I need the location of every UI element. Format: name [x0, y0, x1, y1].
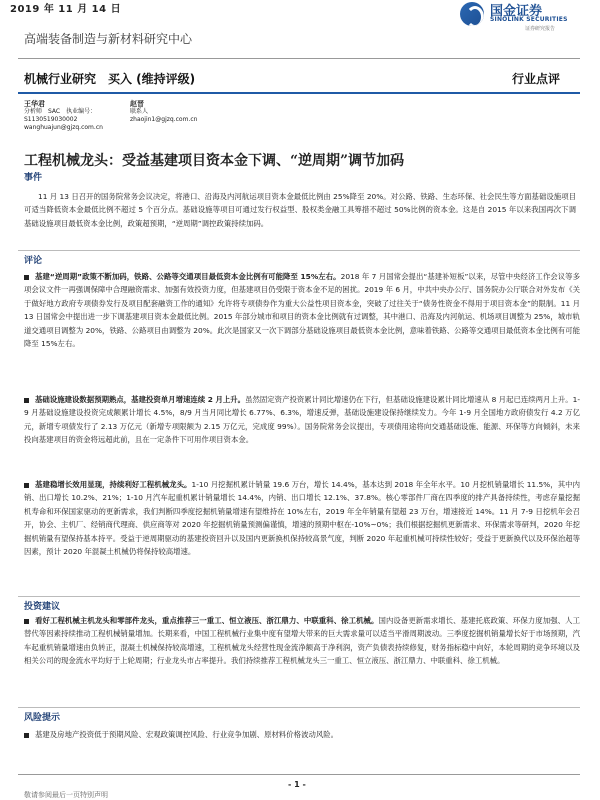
bullet-text: 虽然固定资产投资累计同比增速仍在下行，但基础设施建设累计同比增速从 8 月起已连续两月上升。1-9 月基础设施建设投资完成额累计增长 4.5%，8/9 月当月同比增长 6.77%、6.3%，增速反弹，基础设施建设保持继续发力。今年 1-9 月全国地方政府债发行 4.2 万亿元，新增专项债发行了 2.13 万亿元（新增专项限额为 2.15 万亿元，完成度 99%）。国务院常务会议提出，专项债用途将向交通基础设施、能源、环保等方向倾斜，未来投向基建项目的资金将远超此前，且在一定条件下可用作项目资本金。	[24, 395, 580, 445]
report-date: 2019 年 11 月 14 日	[10, 4, 122, 15]
analyst-line: 联系人	[130, 108, 149, 115]
bullet-bold: 基建稳增长效用显现，持续利好工程机械龙头。	[35, 480, 192, 489]
section-divider	[18, 707, 580, 708]
section-heading-event: 事件	[24, 173, 43, 183]
section-heading-advice: 投资建议	[24, 602, 61, 612]
sinolink-logo-icon	[460, 2, 484, 26]
bullet-bold: 看好工程机械主机龙头和零部件龙头，重点推荐三一重工、恒立液压、浙江鼎力、中联重科、徐工机械。	[35, 616, 379, 625]
bullet-text: 国内设备更新需求增长、基建托底政策、环保力度加强、人工替代等因素持续推动工程机械销量增加。长期来看，中国工程机械行业集中度有望增大带来的巨大需求量可以适当平滑周期波动。三季度挖掘机销量增长好于市场预期，汽车起重机销量增速由负转正，混凝土机械保持较高增速，工程机械龙头经营性现金流净额高于净利润，资产负债表持续修复，财务指标稳中向好，本轮周期的竞争环境以及相关公司的现金流水平均好于上轮周期；行业龙头市占率提升。我们持续推荐工程机械龙头三一重工、恒立液压、浙江鼎力、中联重科、徐工机械。	[24, 616, 580, 666]
analyst-block-2	[130, 100, 250, 124]
bullet-text: 1-10 月挖掘机累计销量 19.6 万台，增长 14.4%，基本达到 2018 年全年水平。10 月挖机销量增长 11.5%，其中内销、出口增长 10.2%、21%；1-10 月汽车起重机累计销量增长 14.4%，内销、出口增长 12.1%、37.8%。核心零部件厂商在四季度的排产具备持续性，考虑存量挖掘机寿命和环保国家驱动的更新需求，我们判断四季度挖掘机销量增速有望维持在 10%左右，2019 年全年销量有望超 23 万台，增速接近 14%。11 月 7-9 日挖机年会召开，协会、主机厂、经销商代理商、供应商等对 2020 年挖掘机销量预测偏谨慎，增速的预期中枢在-10%~0%；我们根据挖掘机更新需求、环保需求等研判，2020 年挖掘机销量有望保持基本持平。受益于逆周期驱动的基建投资回升以及国内更新换机保持较高景气度，判断 2020 年起重机械可持续性较好；受益于更新换代以及环保治超等因素，预计 2020 年混凝土机械仍将保持较高增速。	[24, 480, 580, 557]
report-title: 工程机械龙头：受益基建项目资本金下调、“逆周期”调节加码	[24, 153, 405, 169]
event-paragraph: 11 月 13 日召开的国务院常务会议决定，将港口、沿海及内河航运项目资本金最低比例由 25%降至 20%。对公路、铁路、生态环保、社会民生等方面基础设施项目可适当降低资本金最低比例不超过 5 个百分点。基础设施等项目可通过发行权益型、股权类金融工具筹措不超过 50%比例的资本金。这是自 2015 年以来我国再次下调基础设施项目最低资本金比例，政策超预期，“逆周期”调控政策持续加码。	[24, 192, 576, 228]
bullet-bold: 基础设施建设数据预期熟点，基建投资单月增速连续 2 月上升。	[35, 395, 246, 404]
page-number: - 1 -	[288, 780, 306, 789]
header-main-divider	[18, 92, 580, 94]
header-divider	[18, 58, 580, 59]
logo-cn-text: 国金证券	[490, 4, 543, 19]
analyst-name: 王华君	[24, 100, 45, 108]
footer-disclaimer: 敬请参阅最后一页特别声明	[24, 791, 108, 799]
review-bullet	[24, 393, 580, 447]
logo-en-text: SINOLINK SECURITIES	[490, 16, 568, 23]
bullet-text: 2018 年 7 月国常会提出“基建补短板”以来，尽管中央经济工作会议等多项会议文件一再强调保障中合理融资需求、加强有效投资力度，但基建项目仍受限于资本金不足的困扰。2019 年 6 月，中共中央办公厅、国务院办公厅联合对外发布《关于做好地方政府专项债券发行及项目配套融资工作的通知》允许将专项债券作为重大公益性项目资本金，突破了过往关于“债务性资金不得用于项目资本金”的限制。11 月 13 日国常会中提出进一步下调基建项目资本金最低比例。2015 年部分城市和项目的资本金比例就有过调整，其中港口、沿海及内河航运、机场项目调整为 25%，城市轨道交通项目调整为 20%，铁路、公路项目由调整为 20%。此次是国家又一次下调部分基础设施项目最低资本金比例，意味着铁路、公路等交通项目最低资本金比例有可能降至 15%左右。	[24, 272, 580, 349]
advice-bullet	[24, 614, 580, 668]
section-divider	[18, 250, 580, 251]
analyst-line: 分析师 SAC 执业编号：	[24, 108, 97, 115]
section-heading-risk: 风险提示	[24, 713, 61, 723]
bullet-bold: 基建“逆周期”政策不断加码，铁路、公路等交通项目最低资本金比例有可能降至 15%左右。	[35, 272, 341, 281]
report-type: 行业点评	[512, 72, 561, 86]
logo-sub-text: 证券研究报告	[525, 26, 556, 32]
research-center-title: 高端装备制造与新材料研究中心	[24, 32, 193, 46]
section-divider	[18, 596, 580, 597]
bullet-icon	[24, 483, 29, 488]
bullet-icon	[24, 619, 29, 624]
review-bullet	[24, 478, 580, 558]
review-bullet	[24, 270, 580, 350]
risk-bullet	[24, 728, 580, 741]
analyst-line: S1130519030002	[24, 116, 78, 123]
footer-divider	[18, 774, 580, 775]
bullet-icon	[24, 398, 29, 403]
analyst-email: zhaojin1@gjzq.com.cn	[130, 116, 198, 123]
analyst-name: 赵晋	[130, 100, 144, 108]
bullet-text: 基建及房地产投资低于预期风险、宏观政策调控风险、行业竞争加剧、原材料价格波动风险。	[35, 730, 339, 739]
section-heading-review: 评论	[24, 256, 43, 266]
bullet-icon	[24, 733, 29, 738]
bullet-icon	[24, 275, 29, 280]
analyst-email: wanghuajun@gjzq.com.cn	[24, 124, 103, 131]
report-rating-line: 机械行业研究 买入 (维持评级)	[24, 72, 196, 86]
